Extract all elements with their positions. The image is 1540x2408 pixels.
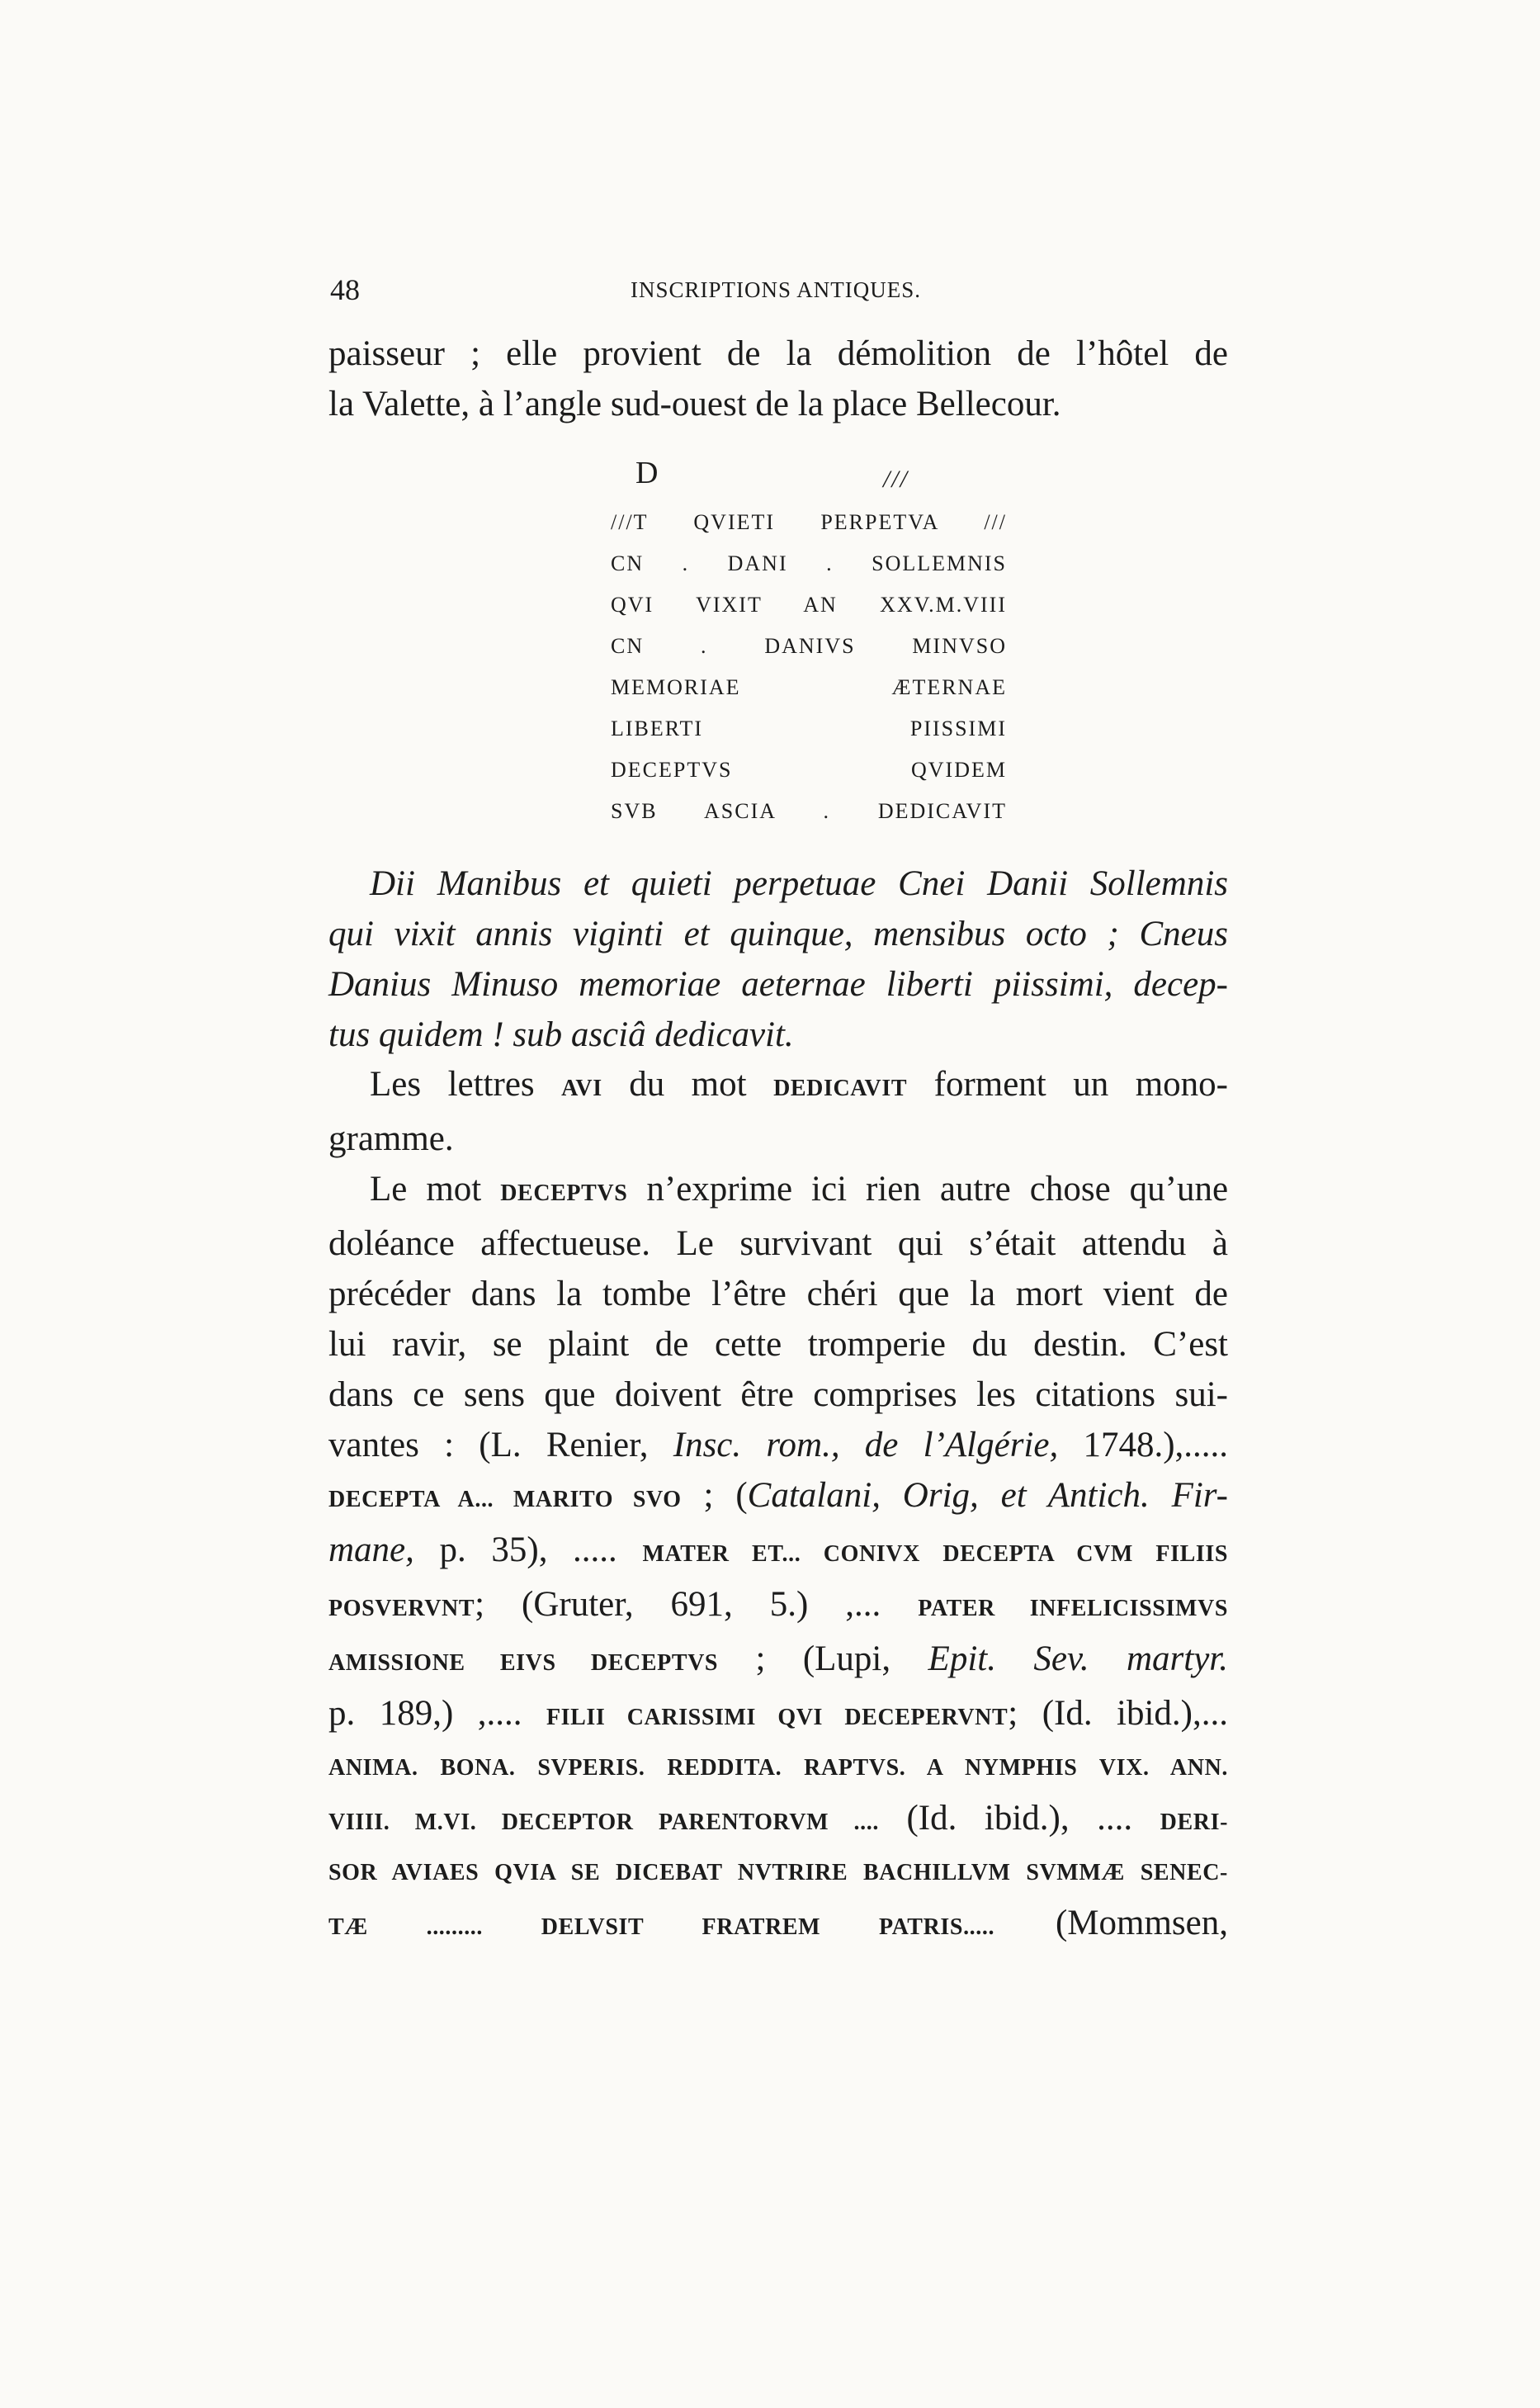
inscription-line-1: ///T QVIETI PERPETVA /// <box>611 510 1007 534</box>
note2-italic: mane, <box>328 1530 414 1569</box>
note2-line-8 <box>328 1525 1228 1579</box>
note2-smallcaps: MATER ET... CONIVX DECEPTA CVM FILIIS <box>642 1541 1229 1567</box>
note2-line-10 <box>328 1634 1228 1688</box>
note2-line-6 <box>328 1420 1228 1470</box>
page-header <box>330 272 1221 314</box>
inscription-line-4: CN . DANIVS MINVSO <box>611 634 1007 658</box>
note1-smallcaps-avi: AVI <box>561 1076 602 1101</box>
note2-smallcaps: AMISSIONE EIVS DECEPTVS <box>328 1650 719 1676</box>
note2-line-11 <box>328 1688 1228 1743</box>
note2-smallcaps: TÆ ......... DELVSIT FRATREM PATRIS..... <box>328 1914 995 1940</box>
note2-line-14: SOR AVIAES QVIA SE DICEBAT NVTRIRE BACHILLVM SVMMÆ SENEC- <box>328 1860 1228 1885</box>
note2-text: n’exprime ici rien autre chose qu’une <box>646 1170 1229 1209</box>
note2-smallcaps: PATER INFELICISSIMVS <box>918 1596 1228 1621</box>
note2-text: p. 189,) ,.... <box>328 1694 522 1733</box>
inscription-line-8: SVB ASCIA . DEDICAVIT <box>611 799 1007 823</box>
note2-text: ; (Gruter, 691, 5.) ,... <box>475 1585 881 1624</box>
deceptus-paragraph <box>328 1164 1228 1952</box>
note2-line-4: lui ravir, se plaint de cette tromperie du destin. C’est <box>328 1325 1228 1364</box>
note2-line-12: ANIMA. BONA. SVPERIS. REDDITA. RAPTVS. A NYMPHIS VIX. ANN. <box>328 1755 1228 1781</box>
translation-paragraph <box>328 859 1228 1060</box>
note2-text: ; (Lupi, <box>755 1639 891 1678</box>
note2-text: p. 35), ..... <box>439 1530 617 1569</box>
note2-smallcaps: FILII CARISSIMI QVI DECEPERVNT <box>546 1705 1009 1730</box>
note2-italic: Insc. rom., de l’Algérie, <box>673 1426 1059 1464</box>
note2-line-2: doléance affectueuse. Le survivant qui s’était attendu à <box>328 1224 1228 1263</box>
note1-text-a: Les lettres <box>370 1065 535 1104</box>
note2-text: ; ( <box>703 1476 748 1515</box>
note2-smallcaps: DERI- <box>1160 1810 1228 1835</box>
note2-italic: Catalani, Orig, et Antich. Fir- <box>747 1476 1228 1515</box>
intro-paragraph <box>328 329 1228 429</box>
inscription-block <box>611 452 1007 832</box>
note2-text: (Id. ibid.), .... <box>906 1799 1133 1838</box>
note2-smallcaps: DECEPTVS <box>500 1180 628 1206</box>
note2-line-15 <box>328 1898 1228 1952</box>
note2-smallcaps: DECEPTA A... MARITO SVO <box>328 1487 682 1512</box>
inscription-head-left: D <box>635 456 660 490</box>
note2-line-1 <box>328 1164 1228 1218</box>
note2-smallcaps: POSVERVNT <box>328 1596 475 1621</box>
inscription-line-5: MEMORIAE ÆTERNAE <box>611 675 1007 699</box>
running-title: INSCRIPTIONS ANTIQUES. <box>630 277 922 302</box>
note1-line-1 <box>328 1059 1228 1114</box>
note2-text: ; (Id. ibid.),... <box>1008 1694 1229 1733</box>
inscription-line-3: QVI VIXIT AN XXV.M.VIII <box>611 593 1007 617</box>
inscription-line-2: CN . DANI . SOLLEMNIS <box>611 551 1007 575</box>
note2-line-13 <box>328 1793 1228 1847</box>
note1-line-2: gramme. <box>328 1119 454 1158</box>
note1-text-e: forment un mono- <box>933 1065 1229 1104</box>
inscription-line-7: DECEPTVS QVIDEM <box>611 758 1007 782</box>
note2-line-3: précéder dans la tombe l’être chéri que la mort vient de <box>328 1275 1228 1313</box>
note2-italic: Epit. Sev. martyr. <box>928 1639 1229 1678</box>
note2-line-9 <box>328 1579 1228 1634</box>
intro-line-1: paisseur ; elle provient de la démolition de l’hôtel de <box>328 334 1228 373</box>
translation-line-2: qui vixit annis viginti et quinque, mensibus octo ; Cneus <box>328 915 1228 953</box>
translation-line-4: tus quidem ! sub asciâ dedicavit. <box>328 1015 794 1054</box>
note2-text: (Mommsen, <box>1055 1904 1228 1942</box>
note2-text: Le mot <box>370 1170 482 1209</box>
inscription-line-6: LIBERTI PIISSIMI <box>611 717 1007 740</box>
inscription-head <box>611 452 1007 502</box>
translation-line-1: Dii Manibus et quieti perpetuae Cnei Danii Sollemnis <box>370 864 1228 903</box>
note2-line-7 <box>328 1470 1228 1525</box>
note2-text: 1748.),..... <box>1083 1426 1229 1464</box>
note2-text: vantes : (L. Renier, <box>328 1426 649 1464</box>
inscription-head-right: /// <box>883 466 909 493</box>
page-number: 48 <box>330 273 360 306</box>
note2-line-5: dans ce sens que doivent être comprises les citations sui- <box>328 1375 1228 1414</box>
translation-line-3: Danius Minuso memoriae aeternae liberti piissimi, decep- <box>328 965 1228 1004</box>
monogram-note <box>328 1059 1228 1164</box>
note1-smallcaps-dedicavit: DEDICAVIT <box>773 1076 908 1101</box>
intro-line-2: la Valette, à l’angle sud-ouest de la place Bellecour. <box>328 385 1061 423</box>
note1-text-c: du mot <box>629 1065 747 1104</box>
note2-smallcaps: VIIII. M.VI. DECEPTOR PARENTORVM .... <box>328 1810 879 1835</box>
